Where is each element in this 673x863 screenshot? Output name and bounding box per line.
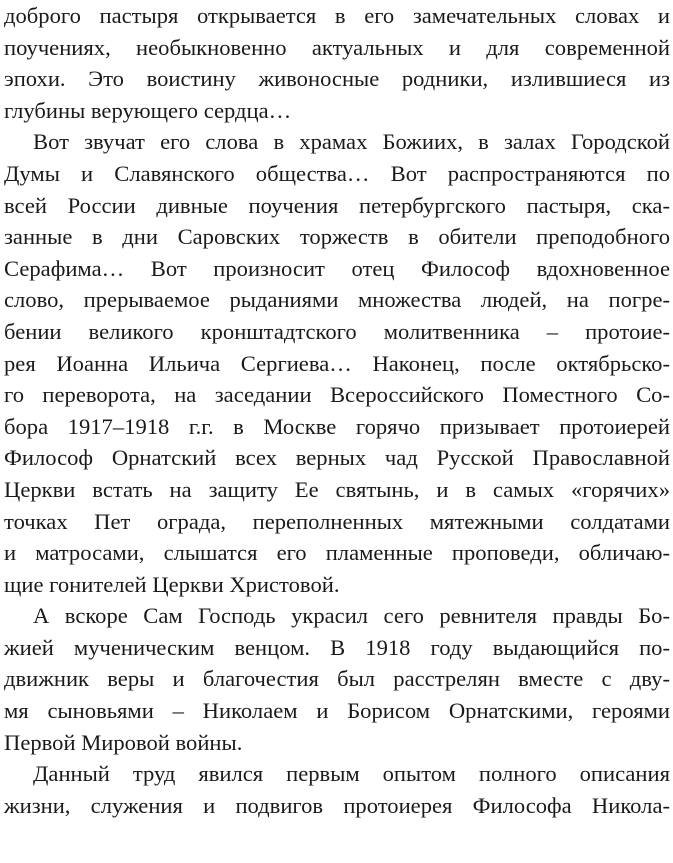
text-line: движник веры и благочестия был расстрелян вместе с дву- — [4, 666, 670, 692]
text-line: эпохи. Это воистину живоносные родники, излившиеся из — [4, 66, 670, 92]
text-line: Думы и Славянского общества… Вот распространяются по — [4, 160, 670, 186]
text-line: А вскоре Сам Господь украсил сего ревнителя правды Бо- — [33, 603, 670, 629]
text-line: всей России дивные поучения петербургского пастыря, ска- — [4, 192, 670, 218]
text-line: Вот звучат его слова в храмах Божиих, в залах Городской — [33, 129, 670, 155]
text-line: щие гонителей Церкви Христовой. — [4, 571, 340, 597]
text-line: Первой Мировой войны. — [4, 729, 243, 755]
page-text-body — [4, 0, 670, 821]
text-line: Церкви встать на защиту Ее святынь, и в самых «горячих» — [4, 476, 670, 502]
text-line: жией мученическим венцом. В 1918 году выдающийся по- — [4, 634, 670, 660]
text-line: бора 1917–1918 г.г. в Москве горячо призывает протоиерей — [4, 413, 670, 439]
text-line: Данный труд явился первым опытом полного описания — [33, 761, 670, 787]
text-line: поучениях, необыкновенно актуальных и для современной — [4, 34, 670, 60]
text-line: занные в дни Саровских торжеств в обители преподобного — [4, 224, 670, 250]
text-line: мя сыновьями – Николаем и Борисом Орнатскими, героями — [4, 698, 670, 724]
text-line: и матросами, слышатся его пламенные проповеди, обличаю- — [4, 540, 670, 566]
text-line: слово, прерываемое рыданиями множества людей, на погре- — [4, 287, 670, 313]
text-line: точках Пет ограда, переполненных мятежными солдатами — [4, 508, 670, 534]
text-line: Философ Орнатский всех верных чад Русской Православной — [4, 445, 670, 471]
text-line: Серафима… Вот произносит отец Философ вдохновенное — [4, 255, 670, 281]
text-line: бении великого кронштадтского молитвенника – протоие- — [4, 318, 670, 344]
text-line: глубины верующего сердца… — [4, 97, 292, 123]
text-line: жизни, служения и подвигов протоиерея Философа Никола- — [4, 792, 670, 818]
text-line: го переворота, на заседании Всероссийского Поместного Со- — [4, 382, 670, 408]
text-line: доброго пастыря открывается в его замечательных словах и — [4, 3, 670, 28]
text-line: рея Иоанна Ильича Сергиева… Наконец, после октябрьско- — [4, 350, 670, 376]
